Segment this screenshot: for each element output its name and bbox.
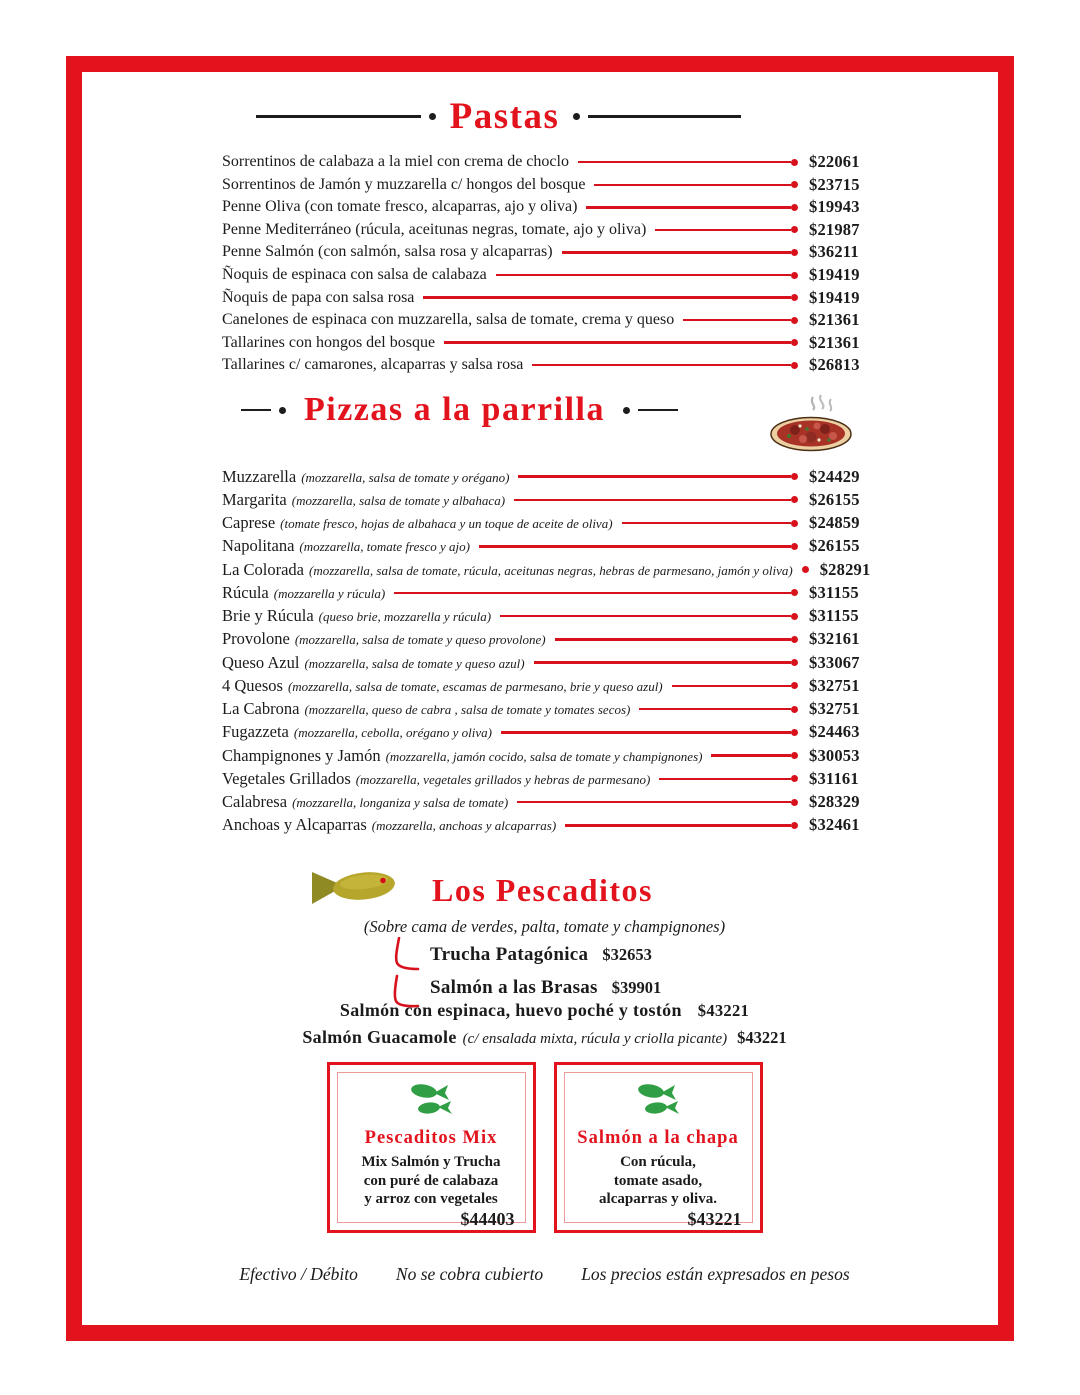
pescaditos-bracket-group: [386, 939, 661, 1009]
menu-item-row: [222, 791, 867, 814]
leader-line: [394, 592, 791, 594]
leader-line: [622, 522, 791, 524]
menu-item-row: [222, 674, 867, 697]
item-price: $21361: [809, 310, 860, 330]
leader-dot: [791, 613, 798, 620]
item-name: Canelones de espinaca con muzzarella, salsa de tomate, crema y queso: [222, 311, 675, 329]
menu-item-row: [222, 512, 867, 535]
divider-line: [256, 115, 421, 117]
item-name: Champignones y Jamón: [222, 745, 381, 765]
item-name: Tallarines c/ camarones, alcaparras y salsa rosa: [222, 356, 524, 374]
leader-line: [534, 661, 791, 663]
item-price: $43221: [737, 1028, 787, 1047]
dotted-leader: [555, 636, 798, 643]
item-name: Muzzarella: [222, 466, 297, 486]
item-price: $24859: [809, 513, 860, 533]
menu-item-row: [222, 558, 871, 581]
item-name: Sorrentinos de calabaza a la miel con crema de choclo: [222, 153, 569, 171]
item-desc: (mozzarella, salsa de tomate y orégano): [301, 469, 510, 485]
leader-dot: [791, 543, 798, 550]
dotted-leader: [639, 706, 798, 713]
dotted-leader: [565, 822, 798, 829]
item-name: Anchoas y Alcaparras: [222, 815, 367, 835]
item-price: $31155: [809, 582, 859, 602]
item-price: $21361: [809, 332, 860, 352]
leader-dot: [802, 566, 809, 573]
leader-line: [594, 184, 791, 186]
item-name: Trucha Patagónica: [430, 944, 589, 965]
item-desc: (mozzarella, salsa de tomate y queso azul): [304, 655, 525, 671]
item-name: Ñoquis de papa con salsa rosa: [222, 288, 415, 306]
leader-line: [444, 341, 791, 343]
leader-dot: [791, 659, 798, 666]
leader-dot: [791, 181, 798, 188]
menu-item-row: [222, 174, 867, 197]
box-price: $43221: [687, 1208, 742, 1229]
red-bracket: [386, 937, 424, 1009]
item-name: Tallarines con hongos del bosque: [222, 333, 436, 351]
dotted-leader: [532, 362, 798, 369]
menu-item-row: [222, 219, 867, 242]
item-price: $21987: [809, 219, 860, 239]
dotted-leader: [683, 317, 798, 324]
box-line: Mix Salmón y Trucha: [361, 1154, 501, 1170]
box-title: Salmón a la chapa: [577, 1128, 739, 1148]
item-name: Salmón a las Brasas: [430, 977, 598, 998]
menu-item-trucha: [430, 941, 661, 969]
item-name: La Cabrona: [222, 699, 300, 719]
box-line: Con rúcula,: [620, 1154, 696, 1170]
item-price: $28329: [809, 792, 860, 812]
leader-line: [683, 319, 791, 321]
item-desc: (mozzarella, cebolla, orégano y oliva): [293, 725, 492, 741]
item-desc: (mozzarella, vegetales grillados y hebras de parmesano): [355, 771, 651, 787]
leader-line: [479, 545, 791, 547]
item-price: $43221: [697, 1001, 750, 1020]
divider-dot: [573, 113, 580, 120]
pescaditos-subtitle: (Sobre cama de verdes, palta, tomate y champignones): [363, 917, 726, 936]
item-name: Provolone: [222, 629, 290, 649]
footer-notes: [222, 1264, 867, 1285]
item-name: Penne Salmón (con salmón, salsa rosa y alcaparras): [222, 243, 553, 261]
box-title: Pescaditos Mix: [364, 1128, 498, 1148]
item-name: Margarita: [222, 489, 287, 509]
item-price: $32751: [809, 675, 860, 695]
item-desc: (mozzarella, longaniza y salsa de tomate): [292, 795, 509, 811]
item-name: Calabresa: [222, 792, 288, 812]
dotted-leader: [479, 543, 798, 550]
pastas-title: Pastas: [449, 96, 560, 137]
leader-dot: [791, 204, 798, 211]
leader-dot: [791, 249, 798, 256]
menu-item-row: [222, 264, 867, 287]
menu-item-row: [222, 605, 867, 628]
divider-line: [241, 409, 271, 411]
leader-dot: [791, 729, 798, 736]
item-price: $32161: [809, 629, 860, 649]
menu-item-salmon-brasas: [430, 974, 661, 1002]
dotted-leader: [496, 272, 798, 279]
item-price: $26155: [809, 489, 860, 509]
item-desc: (mozzarella, jamón cocido, salsa de tomate y champignones): [385, 748, 703, 764]
footer-cover: No se cobra cubierto: [395, 1264, 544, 1284]
leader-dot: [791, 775, 798, 782]
item-desc: (mozzarella y rúcula): [273, 585, 386, 601]
item-name: Penne Mediterráneo (rúcula, aceitunas negras, tomate, ajo y oliva): [222, 220, 647, 238]
leader-line: [496, 274, 791, 276]
item-name: Sorrentinos de Jamón y muzzarella c/ hongos del bosque: [222, 175, 586, 193]
pizzas-title: Pizzas a la parrilla: [303, 391, 605, 428]
dotted-leader: [578, 159, 798, 166]
leader-line: [517, 801, 791, 803]
dotted-leader: [394, 589, 798, 596]
dotted-leader: [514, 496, 798, 503]
item-price: $23715: [809, 174, 860, 194]
leader-line: [423, 296, 791, 298]
item-name: Napolitana: [222, 536, 295, 556]
divider-dot: [623, 407, 630, 414]
pastas-list: [222, 151, 867, 376]
item-price: $32751: [809, 699, 860, 719]
menu-item-row: [222, 286, 867, 309]
footer-payment: Efectivo / Débito: [239, 1264, 358, 1284]
dotted-leader: [655, 226, 798, 233]
item-name: Salmón Guacamole: [302, 1027, 457, 1047]
menu-item-row: [222, 488, 867, 511]
box-price: $44403: [460, 1208, 515, 1229]
item-desc: (mozzarella, anchoas y alcaparras): [371, 818, 557, 834]
item-price: $28291: [819, 559, 871, 579]
leader-line: [639, 708, 791, 710]
box-line: con puré de calabaza: [363, 1172, 499, 1189]
item-price: $30053: [809, 745, 860, 765]
item-desc: (tomate fresco, hojas de albahaca y un toque de aceite de oliva): [280, 516, 613, 532]
dotted-leader: [594, 181, 798, 188]
leader-line: [518, 475, 791, 477]
pastas-section-header: [222, 98, 867, 135]
leader-dot: [791, 520, 798, 527]
item-desc: (mozzarella, salsa de tomate, rúcula, aceitunas negras, hebras de parmesano, jamón y oliva): [309, 562, 793, 578]
double-fish-icon: [403, 1080, 459, 1125]
item-name: Queso Azul: [222, 652, 300, 672]
item-price: $24463: [809, 722, 860, 742]
item-price: $36211: [809, 242, 859, 262]
item-price: $19419: [809, 265, 860, 284]
dotted-leader: [423, 294, 798, 301]
menu-item-row: [222, 196, 867, 219]
box-inner: [337, 1072, 526, 1229]
menu-item-row: [222, 151, 867, 174]
pizzas-list: [222, 465, 871, 837]
menu-item-row: [222, 721, 867, 744]
item-price: $31155: [809, 606, 859, 626]
item-price: $33067: [809, 652, 860, 672]
item-desc: (mozzarella, queso de cabra , salsa de tomate y tomates secos): [304, 702, 631, 718]
box-description: [361, 1153, 500, 1209]
pescaditos-title: Los Pescaditos: [432, 871, 653, 908]
dotted-leader: [672, 682, 798, 689]
menu-item-row: [222, 331, 867, 354]
item-name: Rúcula: [222, 582, 269, 602]
footer-currency: Los precios están expresados en pesos: [581, 1264, 850, 1284]
leader-dot: [791, 799, 798, 806]
leader-line: [555, 638, 791, 640]
leader-line: [659, 778, 791, 780]
leader-dot: [791, 339, 798, 346]
menu-item-row: [222, 465, 867, 488]
item-name: 4 Quesos: [222, 675, 283, 695]
item-price: $32461: [809, 815, 860, 835]
leader-dot: [791, 682, 798, 689]
item-name: Salmón con espinaca, huevo poché y tostón: [339, 1000, 682, 1020]
item-name: La Colorada: [222, 559, 305, 579]
menu-item-row: [222, 698, 867, 721]
leader-dot: [791, 636, 798, 643]
menu-item-row: [222, 354, 867, 377]
leader-dot: [791, 496, 798, 503]
leader-dot: [791, 589, 798, 596]
leader-line: [532, 364, 791, 366]
leader-dot: [791, 362, 798, 369]
box-inner: [564, 1072, 753, 1229]
divider-dot: [279, 407, 286, 414]
leader-line: [578, 161, 791, 163]
leader-line: [565, 824, 791, 826]
menu-item-salmon-guacamole: [222, 1027, 867, 1048]
item-desc: (mozzarella, tomate fresco y ajo): [299, 539, 470, 555]
item-price: $32653: [602, 945, 652, 964]
box-description: [599, 1153, 717, 1209]
fish-icon: [306, 863, 402, 916]
dotted-leader: [517, 799, 798, 806]
dotted-leader: [802, 566, 809, 573]
item-name: Brie y Rúcula: [222, 606, 314, 626]
box-pescaditos-mix: [327, 1062, 536, 1233]
leader-dot: [791, 473, 798, 480]
item-name: Vegetales Grillados: [222, 768, 351, 788]
leader-line: [501, 731, 791, 733]
pizzas-section-header: [222, 393, 867, 427]
dotted-leader: [501, 729, 798, 736]
leader-dot: [791, 226, 798, 233]
box-line: tomate asado,: [613, 1172, 703, 1189]
leader-dot: [791, 822, 798, 829]
menu-item-row: [222, 767, 867, 790]
menu-item-row: [222, 581, 867, 604]
dotted-leader: [562, 249, 798, 256]
dotted-leader: [711, 752, 798, 759]
menu-content: [222, 0, 871, 1395]
menu-item-row: [222, 309, 867, 332]
dotted-leader: [586, 204, 798, 211]
double-fish-icon: [630, 1080, 686, 1125]
menu-item-row: [222, 241, 867, 264]
leader-line: [655, 229, 791, 231]
leader-line: [711, 754, 791, 756]
menu-item-row: [222, 814, 867, 837]
dotted-leader: [444, 339, 798, 346]
menu-item-salmon-espinaca: [222, 1000, 867, 1021]
menu-item-row: [222, 744, 867, 767]
leader-line: [500, 615, 791, 617]
menu-item-row: [222, 651, 867, 674]
item-price: $24429: [809, 466, 860, 486]
pizza-icon: [767, 393, 855, 458]
item-desc: (c/ ensalada mixta, rúcula y criolla picante): [462, 1031, 728, 1047]
dotted-leader: [659, 775, 798, 782]
leader-dot: [791, 294, 798, 301]
pescaditos-section-header: [222, 863, 867, 916]
divider-dot: [429, 113, 436, 120]
item-price: $19943: [809, 197, 860, 217]
item-price: $22061: [809, 152, 860, 172]
menu-item-row: [222, 628, 867, 651]
leader-line: [586, 206, 791, 208]
leader-dot: [791, 752, 798, 759]
dotted-leader: [518, 473, 798, 480]
item-name: Caprese: [222, 513, 276, 533]
dotted-leader: [622, 520, 798, 527]
divider-line: [638, 409, 678, 411]
item-price: $26155: [809, 536, 860, 556]
item-desc: (mozzarella, salsa de tomate y queso provolone): [294, 632, 546, 648]
leader-dot: [791, 706, 798, 713]
box-line: alcaparras y oliva.: [599, 1191, 717, 1207]
item-price: $39901: [611, 978, 662, 997]
leader-dot: [791, 317, 798, 324]
leader-line: [514, 499, 791, 501]
divider-line: [588, 115, 741, 117]
item-name: Ñoquis de espinaca con salsa de calabaza: [222, 266, 487, 283]
box-salmon-chapa: [554, 1062, 763, 1233]
item-price: $19419: [809, 287, 860, 307]
item-name: Penne Oliva (con tomate fresco, alcaparras, ajo y oliva): [222, 198, 578, 216]
leader-line: [562, 251, 791, 253]
leader-dot: [791, 272, 798, 279]
dotted-leader: [500, 613, 798, 620]
dotted-leader: [534, 659, 798, 666]
item-name: Fugazzeta: [222, 722, 289, 742]
special-boxes: [222, 1062, 867, 1233]
item-price: $31161: [809, 768, 859, 788]
menu-item-row: [222, 535, 867, 558]
item-desc: (mozzarella, salsa de tomate y albahaca): [291, 492, 506, 508]
leader-dot: [791, 159, 798, 166]
item-price: $26813: [809, 355, 860, 375]
leader-line: [672, 685, 791, 687]
item-desc: (mozzarella, salsa de tomate, escamas de parmesano, brie y queso azul): [287, 678, 663, 694]
item-desc: (queso brie, mozzarella y rúcula): [318, 609, 492, 625]
box-line: y arroz con vegetales: [364, 1191, 498, 1207]
